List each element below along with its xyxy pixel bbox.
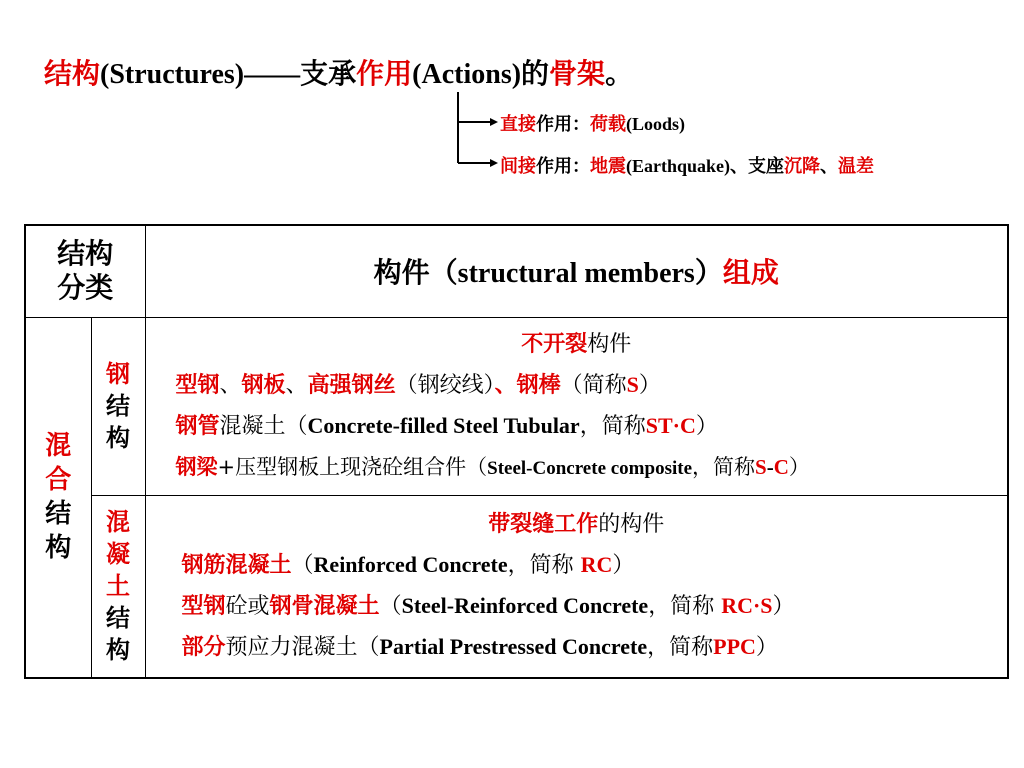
concrete-line-3	[146, 627, 1007, 668]
concrete-line-2	[146, 586, 1007, 627]
concrete-line-1	[146, 545, 1007, 586]
cfst-en: Concrete-filled Steel Tubular	[307, 412, 580, 438]
load-en: (Loods)	[626, 114, 686, 134]
sep-2: 、	[285, 372, 308, 398]
header-members	[145, 225, 1008, 317]
settlement: 沉降	[784, 156, 821, 177]
steel-reinforced-concrete-en: Steel-Reinforced Concrete	[401, 593, 649, 619]
prestressed-cn: 预应力混凝土（	[225, 635, 380, 661]
title-structures-en: (Structures)——	[100, 59, 301, 90]
classification-table	[24, 224, 1009, 679]
temperature-difference: 温差	[838, 156, 875, 177]
title-period: 。	[605, 57, 634, 90]
hybrid-char-2: 合	[45, 465, 72, 496]
ppc-en: Partial Prestressed Concrete	[379, 634, 648, 660]
steel-plate: 钢板	[241, 372, 286, 398]
paren-close-2: ）	[695, 413, 718, 439]
steel-heading	[146, 324, 1007, 365]
abbr-ppc: PPC	[713, 634, 756, 660]
abbr-word-2: ，简称	[579, 413, 646, 439]
section-steel-2: 型钢	[181, 594, 226, 620]
reinforced-concrete-cn: 钢筋混凝土	[181, 553, 292, 579]
earthquake-cn: 地震	[590, 156, 626, 177]
abbr-s-2: S	[755, 454, 767, 479]
title-actions-en: (Actions)的	[412, 59, 550, 90]
hybrid-structure-label	[25, 317, 91, 678]
steel-line-1	[146, 365, 1007, 406]
title-skeleton: 骨架	[549, 57, 606, 90]
direct-label: 直接	[500, 114, 536, 135]
steel-line-2	[146, 406, 1007, 447]
header-classification	[25, 225, 145, 317]
abbr-rcs: RC·S	[721, 593, 773, 619]
concrete-row	[25, 495, 1008, 678]
concrete-char-4: 结	[106, 604, 130, 633]
concrete-char-1: 混	[106, 508, 130, 537]
abbr-c: C	[773, 454, 789, 479]
load-cn: 荷载	[590, 114, 626, 135]
header-composition: 组成	[722, 256, 779, 290]
composite-cn: +压型钢板上现浇砼组合件（	[217, 454, 488, 479]
composite-en: Steel-Concrete composite	[487, 457, 693, 479]
abbr-word-6: ，简称	[647, 635, 714, 661]
concrete-char-2: 凝	[106, 540, 130, 569]
hybrid-char-4: 构	[45, 533, 72, 564]
partial: 部分	[181, 635, 226, 661]
direct-action-line	[500, 110, 685, 136]
header-left-line2: 分类	[57, 271, 114, 305]
abbr-stc: ST·C	[645, 412, 696, 438]
steel-row	[25, 317, 1008, 495]
high-strength-wire: 高强钢丝	[307, 372, 396, 398]
direct-action-word: 作用：	[536, 114, 590, 135]
concrete-structure-label	[91, 495, 145, 678]
steel-tube: 钢管	[175, 413, 220, 439]
indirect-action-line	[500, 152, 874, 178]
indirect-action-word: 作用：	[536, 156, 590, 177]
steel-reinforced-concrete-cn: 钢骨混凝土	[269, 594, 380, 620]
uncracked: 不开裂	[521, 331, 588, 357]
paren-open-4: （	[291, 553, 314, 579]
abbr-s: S	[626, 371, 639, 397]
paren-open-5: （	[379, 594, 402, 620]
concrete-heading	[146, 504, 1007, 545]
member-word-2: 的构件	[598, 512, 665, 538]
abbr-word-5: ，简称	[648, 594, 722, 620]
earthquake-en-support: (Earthquake)、支座	[626, 156, 785, 176]
separator: 、	[820, 156, 839, 177]
concrete-or: 砼或	[225, 594, 270, 620]
slide-title	[44, 52, 633, 92]
steel-beam: 钢梁	[175, 454, 218, 479]
header-members-text: 构件（structural members）	[373, 258, 723, 290]
concrete-char-3: 土	[106, 572, 130, 601]
title-support: 支承	[300, 57, 357, 90]
table-header-row	[25, 225, 1008, 317]
paren-close-6: ）	[755, 635, 778, 661]
abbr-rc: RC	[580, 552, 613, 578]
concrete-members-cell	[145, 495, 1008, 678]
steel-members-cell	[145, 317, 1008, 495]
abbr-word-3: ，简称	[692, 454, 756, 479]
arrowhead-indirect	[490, 159, 498, 167]
abbr-word-4: ，简称	[507, 553, 581, 579]
steel-char-1: 钢	[106, 360, 130, 388]
concrete-word: 混凝土（	[219, 413, 308, 439]
indirect-label: 间接	[500, 156, 536, 177]
steel-char-3: 构	[106, 424, 130, 452]
steel-char-2: 结	[106, 392, 130, 420]
paren-close: ）	[638, 372, 661, 398]
paren-close-3: ）	[788, 454, 810, 479]
steel-bar: 、钢棒	[494, 372, 561, 398]
sep-1: 、	[219, 372, 242, 398]
concrete-char-5: 构	[106, 636, 130, 665]
dash: -	[766, 454, 774, 479]
section-steel: 型钢	[175, 372, 220, 398]
hybrid-char-3: 结	[45, 499, 72, 530]
steel-line-3	[146, 447, 1007, 489]
abbr-word: （简称	[560, 372, 627, 398]
reinforced-concrete-en: Reinforced Concrete	[313, 552, 508, 578]
paren-close-5: ）	[772, 594, 795, 620]
header-left-line1: 结构	[57, 237, 114, 271]
cracked-working: 带裂缝工作	[488, 512, 599, 538]
paren-close-4: ）	[612, 553, 635, 579]
arrowhead-direct	[490, 118, 498, 126]
steel-structure-label	[91, 317, 145, 495]
title-actions-cn: 作用	[356, 57, 413, 90]
member-word: 构件	[587, 331, 632, 357]
title-structure: 结构	[44, 57, 101, 90]
strand: （钢绞线）	[395, 372, 495, 398]
hybrid-char-1: 混	[45, 431, 72, 462]
